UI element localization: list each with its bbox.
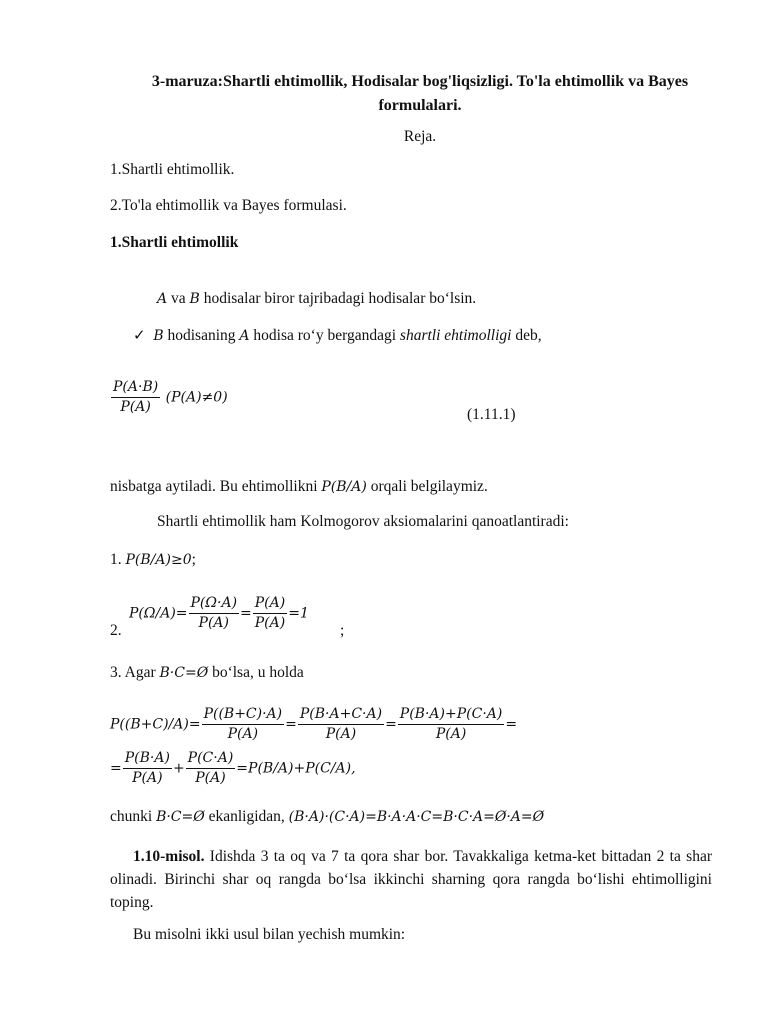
- axiom-3-math: B·C=Ø: [159, 665, 209, 681]
- because-before: chunki: [110, 808, 153, 825]
- fraction-numerator: P(Ω·A): [189, 594, 240, 614]
- definition-italic: shartli ehtimolligi: [399, 327, 512, 344]
- example-text: Idishda 3 ta oq va 7 ta qora shar bor. Tavakkaliga ketma-ket bittadan 2 ta shar olinadi. Birinchi shar oq rangda bo‘lsa ikkinchi sharning qora rangda bo‘lishi ehtimolligini toping.: [110, 848, 712, 911]
- fraction-numerator: P(A): [253, 594, 287, 614]
- plan-item-1: 1.Shartli ehtimollik.: [110, 161, 235, 178]
- page-title: 3-maruza:Shartli ehtimollik, Hodisalar bog'liqsizligi. To'la ehtimollik va Bayes formulalari.: [151, 73, 689, 114]
- fraction: [111, 378, 160, 417]
- fraction-denominator: P(A): [132, 770, 163, 786]
- fraction: [189, 594, 240, 633]
- because-middle: ekanligidan,: [208, 808, 285, 825]
- fraction-denominator: P(A): [120, 399, 151, 415]
- ratio-text-after: orqali belgilaymiz.: [370, 478, 488, 495]
- equation-line-1: [110, 705, 517, 744]
- equation-line-2: [110, 749, 356, 788]
- fraction-numerator: P(B·A): [123, 749, 172, 769]
- var-b: B: [153, 328, 164, 344]
- plus-sign: +: [172, 760, 185, 777]
- formula-1: [110, 378, 228, 417]
- fraction: [253, 594, 287, 633]
- equals-sign: =: [505, 716, 518, 733]
- equals-sign: =: [240, 605, 252, 622]
- axiom-end: ;: [191, 551, 196, 568]
- axiom-math: P(B/A)≥0: [125, 552, 192, 568]
- because-line: [110, 808, 544, 826]
- because-math-2: (B·A)·(C·A)=B·A·A·C=B·C·A=Ø·A=Ø: [288, 809, 545, 825]
- ratio-line: [110, 478, 488, 496]
- fraction-denominator: P(A): [435, 726, 467, 742]
- axiom-3-before: 3. Agar: [110, 664, 156, 681]
- definition-text-2: deb,: [515, 327, 542, 344]
- section-heading: 1.Shartli ehtimollik: [110, 234, 239, 251]
- plan-heading: Reja.: [403, 128, 437, 145]
- formula-label: (1.11.1): [467, 406, 516, 423]
- axiom-2-number: 2.: [110, 622, 122, 639]
- fraction-denominator: P(A): [195, 770, 226, 786]
- fraction-numerator: P((B+C)·A): [202, 705, 285, 725]
- fraction: [202, 705, 285, 744]
- equals-sign: =: [110, 760, 122, 777]
- axiom-2: [129, 594, 309, 633]
- var-a: A: [239, 328, 250, 344]
- axiom-1: [110, 551, 196, 569]
- fraction: [186, 749, 236, 788]
- axiom-number: 1.: [110, 551, 122, 568]
- fraction: [298, 705, 384, 744]
- fraction-denominator: P(A): [227, 726, 259, 742]
- axiom-lhs: P(Ω/A)=: [129, 605, 188, 622]
- fraction-denominator: P(A): [198, 615, 229, 631]
- fraction-numerator: P(C·A): [186, 749, 236, 769]
- equation-lhs: P((B+C)/A)=: [110, 716, 201, 733]
- intro-text: hodisalar biror tajribadagi hodisalar bo‘lsin.: [203, 290, 477, 307]
- axiom-rhs: =1: [288, 605, 309, 622]
- var-b: B: [189, 291, 200, 307]
- plan-item-2: 2.To'la ehtimollik va Bayes formulasi.: [110, 197, 347, 214]
- fraction-numerator: P(B·A+C·A): [298, 705, 384, 725]
- equation-rhs: =P(B/A)+P(C/A),: [236, 760, 356, 777]
- intro-line: [157, 290, 476, 308]
- var-a: A: [157, 291, 168, 307]
- equals-sign: =: [385, 716, 397, 733]
- definition-text-1: hodisa ro‘y bergandagi: [253, 327, 397, 344]
- formula-condition: (P(A)≠0): [165, 389, 228, 406]
- equals-sign: =: [285, 716, 297, 733]
- axiom-3: [110, 664, 304, 682]
- fraction-numerator: P(A·B): [111, 378, 160, 398]
- axioms-intro: Shartli ehtimollik ham Kolmogorov aksiomalarini qanoatlantiradi:: [157, 513, 569, 530]
- ratio-text-before: nisbatga aytiladi. Bu ehtimollikni: [110, 478, 318, 495]
- example-paragraph: [110, 845, 712, 914]
- word-va: va: [171, 290, 186, 307]
- fraction: [123, 749, 172, 788]
- closing-line: Bu misolni ikki usul bilan yechish mumkin:: [133, 926, 406, 943]
- word-hodisaning: hodisaning: [167, 327, 236, 344]
- axiom-3-after: bo‘lsa, u holda: [212, 664, 304, 681]
- fraction-numerator: P(B·A)+P(C·A): [398, 705, 505, 725]
- fraction-denominator: P(A): [254, 615, 286, 631]
- axiom-2-end: ;: [340, 622, 345, 639]
- check-icon: ✓: [133, 326, 146, 344]
- fraction: [398, 705, 505, 744]
- ratio-math: P(B/A): [321, 479, 367, 495]
- fraction-denominator: P(A): [325, 726, 357, 742]
- definition-line: [133, 326, 542, 345]
- example-label: 1.10-misol.: [133, 848, 205, 865]
- because-math-1: B·C=Ø: [156, 809, 205, 825]
